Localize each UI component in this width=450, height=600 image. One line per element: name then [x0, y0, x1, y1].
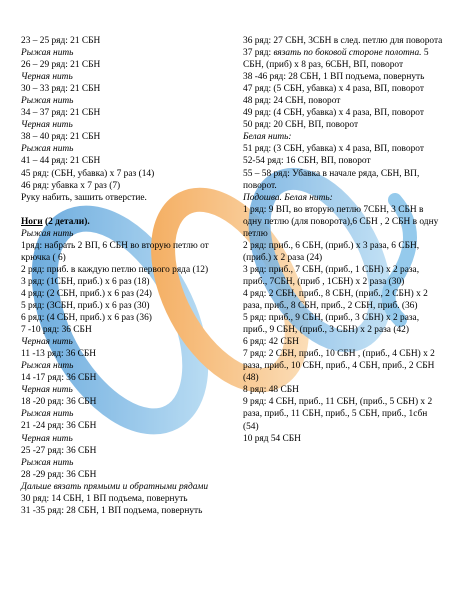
row37-lead: 37 ряд:	[243, 48, 274, 59]
instruction-line: 49 ряд: (4 СБН, убавка) х 4 раза, ВП, поворот	[243, 108, 424, 119]
instruction-line: 51 ряд: (3 СБН, убавка) х 4 раза, ВП, поворот	[243, 144, 424, 155]
yarn-color-label: Черная нить	[21, 337, 73, 348]
instruction-line: 47 ряд: (5 СБН, убавка) х 4 раза, ВП, поворот	[243, 84, 424, 95]
yarn-color-label: Рыжая нить	[21, 409, 74, 420]
instruction-line	[243, 47, 443, 71]
instruction-line: 41 – 44 ряд: 21 СБН	[21, 156, 101, 167]
instruction-line: 1 ряд: 9 ВП, во вторую петлю 7СБН, 3 СБН в одну петлю (для поворота),6 СБН , 2 СБН в одну петлю	[243, 204, 441, 239]
instruction-line: 1ряд: набрать 2 ВП, 6 СБН во вторую петлю от крючка ( 6)	[21, 240, 212, 263]
instruction-line: 6 ряд: 42 СБН	[243, 337, 299, 348]
yarn-color-label: Черная нить	[21, 72, 73, 83]
yarn-color-label: Дальше вязать прямыми и обратными рядами	[21, 481, 209, 492]
instruction-line: 38 – 40 ряд: 21 СБН	[21, 132, 101, 143]
instruction-line: 50 ряд: 20 СБН, ВП, поворот	[243, 120, 359, 131]
instruction-line: 45 ряд: (СБН, убавка) х 7 раз (14)	[21, 168, 155, 179]
instruction-line: 28 -29 ряд: 36 СБН	[21, 469, 97, 480]
left-column	[21, 35, 231, 517]
instruction-line: 36 ряд: 27 СБН, 3СБН в след. петлю для поворота	[243, 36, 443, 46]
yarn-color-label: Черная нить	[21, 120, 73, 131]
yarn-color-label: Рыжая нить	[21, 457, 74, 468]
instruction-line: 48 ряд: 24 СБН, поворот	[243, 96, 341, 107]
yarn-color-label: Черная нить	[21, 433, 73, 444]
instruction-line: 9 ряд: 4 СБН, приб., 11 СБН, (приб., 5 СБН) х 2 раза, приб., 11 СБН, приб., 5 СБН, приб., 1сбн (54)	[243, 397, 435, 432]
instruction-line: 5 ряд: (3СБН, приб.) х 6 раз (30)	[21, 300, 150, 311]
instruction-line: 14 -17 ряд: 36 СБН	[21, 373, 97, 384]
instruction-line: 23 – 25 ряд: 21 СБН	[21, 36, 101, 46]
instruction-line: 2 ряд: приб., 6 СБН, (приб.) х 3 раза, 6 СБН, (приб.) х 2 раза (24)	[243, 240, 422, 263]
row37-italic: вязать по боковой стороне полотна.	[273, 48, 422, 59]
instruction-line: 21 -24 ряд: 36 СБН	[21, 421, 97, 432]
section-heading	[21, 216, 231, 228]
yarn-color-label: Рыжая нить	[21, 96, 74, 107]
yarn-color-label: Рыжая нить	[21, 48, 74, 59]
yarn-color-label: Рыжая нить	[21, 361, 74, 372]
yarn-color-label: Черная нить	[21, 385, 73, 396]
instruction-line: 6 ряд: (4 СБН, приб.) х 6 раз (36)	[21, 313, 152, 324]
section-heading-rest: (2 детали).	[42, 216, 90, 227]
instruction-line: 7 ряд: 2 СБН, приб., 10 СБН , (приб., 4 СБН) х 2 раза, приб., 10 СБН, приб., 4 СБН, приб., 2 СБН (48)	[243, 349, 438, 384]
instruction-line: 52-54 ряд: 16 СБН, ВП, поворот	[243, 156, 371, 167]
instruction-line: 3 ряд: (1СБН, приб.) х 6 раз (18)	[21, 276, 150, 287]
instruction-line: Руку набить, зашить отверстие.	[21, 192, 147, 203]
instruction-line: 11 -13 ряд: 36 СБН	[21, 349, 97, 360]
section-heading-title: Ноги	[21, 216, 43, 227]
instruction-line: 2 ряд: приб. в каждую петлю первого ряда (12)	[21, 264, 209, 275]
row37-tail: 5 СБН, (приб) х 8 раз, 6СБН, ВП, поворот	[243, 48, 431, 71]
instruction-line: 31 -35 ряд: 28 СБН, 1 ВП подъема, повернуть	[21, 505, 203, 516]
instruction-line: 46 ряд: убавка х 7 раз (7)	[21, 180, 121, 191]
instruction-line: 38 -46 ряд: 28 СБН, 1 ВП подъема, повернуть	[243, 72, 425, 83]
instruction-line: 5 ряд: приб., 9 СБН, (приб., 3 СБН) х 2 раза, приб., 9 СБН, (приб., 3 СБН) х 2 раза (42)	[243, 313, 422, 336]
instruction-line: 30 ряд: 14 СБН, 1 ВП подъема, повернуть	[21, 493, 188, 504]
instruction-line: 55 – 58 ряд: Убавка в начале ряда, СБН, ВП, поворот.	[243, 168, 422, 191]
yarn-color-label: Подошва. Белая нить:	[243, 192, 333, 203]
instruction-line: 30 – 33 ряд: 21 СБН	[21, 84, 101, 95]
yarn-color-label: Рыжая нить	[21, 228, 74, 239]
instruction-line: 34 – 37 ряд: 21 СБН	[21, 108, 101, 119]
instruction-line: 25 -27 ряд: 36 СБН	[21, 445, 97, 456]
instruction-line: 8 ряд: 48 СБН	[243, 385, 299, 396]
instruction-line: 4 ряд: 2 СБН, приб., 8 СБН, (приб., 2 СБН) х 2 раза, приб., 8 СБН, приб., 2 СБН, приб. (36)	[243, 288, 431, 312]
instruction-line: 26 – 29 ряд: 21 СБН	[21, 60, 101, 71]
instruction-line: 3 ряд: приб., 7 СБН, (приб., 1 СБН) х 2 раза, приб., 7СБН, (приб , 1СБН) х 2 раза (30)	[243, 264, 422, 287]
instruction-line: 4 ряд: (2 СБН, приб.) х 6 раз (24)	[21, 288, 152, 299]
instruction-line: 18 -20 ряд: 36 СБН	[21, 397, 97, 408]
yarn-color-label: Рыжая нить	[21, 144, 74, 155]
instruction-line: 10 ряд 54 СБН	[243, 433, 301, 444]
yarn-color-label: Белая нить:	[243, 132, 292, 143]
right-column	[243, 35, 443, 445]
instruction-line: 7 -10 ряд: 36 СБН	[21, 325, 92, 336]
